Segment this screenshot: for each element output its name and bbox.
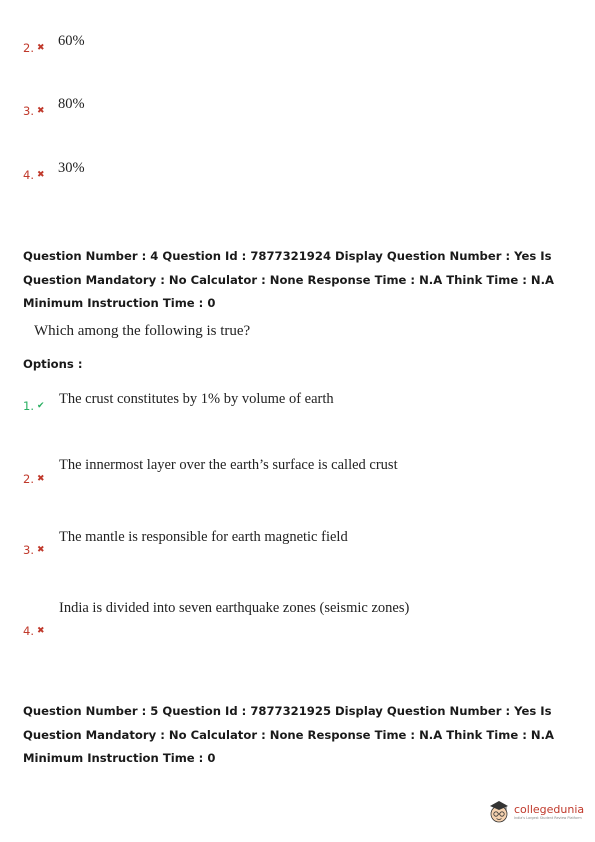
cross-icon: ✖ (36, 170, 45, 180)
option-number-label: 4. (23, 168, 34, 182)
option-text: 30% (58, 160, 85, 176)
option-text: The crust constitutes by 1% by volume of earth (59, 391, 334, 407)
option-text: 80% (58, 96, 85, 112)
question-header: Question Number : 4 Question Id : 7877321924 Display Question Number : Yes Is Question Mandatory : No Calculator : None Response Time : N.A Think Time : N.A Minimum Instruction Time : 0 (23, 249, 554, 310)
option-number (23, 104, 45, 118)
cross-icon: ✖ (36, 43, 45, 53)
option-number-label: 3. (23, 104, 34, 118)
option-number (23, 624, 45, 638)
option-number (23, 399, 45, 413)
options-label: Options : (23, 357, 83, 371)
option-number-label: 4. (23, 624, 34, 638)
option-number (23, 168, 45, 182)
cross-icon: ✖ (36, 106, 45, 116)
option-number-label: 2. (23, 472, 34, 486)
question-header: Question Number : 5 Question Id : 7877321925 Display Question Number : Yes Is Question Mandatory : No Calculator : None Response Time : N.A Think Time : N.A Minimum Instruction Time : 0 (23, 704, 554, 765)
question-text: Which among the following is true? (34, 323, 251, 339)
cross-icon: ✖ (36, 626, 45, 636)
option-text: 60% (58, 33, 85, 49)
option-number-label: 1. (23, 399, 34, 413)
cross-icon: ✖ (36, 474, 45, 484)
check-icon: ✔ (36, 401, 45, 411)
option-number (23, 472, 45, 486)
option-number (23, 41, 45, 55)
option-number-label: 3. (23, 543, 34, 557)
brand-text (514, 804, 584, 821)
brand-tagline: India's Largest Student Review Platform (514, 815, 582, 820)
option-text: India is divided into seven earthquake zones (seismic zones) (59, 600, 410, 616)
option-text: The innermost layer over the earth’s surface is called crust (59, 457, 398, 473)
cross-icon: ✖ (36, 545, 45, 555)
student-mascot-icon (488, 799, 510, 825)
option-number-label: 2. (23, 41, 34, 55)
brand-logo (488, 799, 584, 825)
brand-name: collegedunia (514, 802, 585, 816)
option-text: The mantle is responsible for earth magnetic field (59, 529, 348, 545)
option-number (23, 543, 45, 557)
